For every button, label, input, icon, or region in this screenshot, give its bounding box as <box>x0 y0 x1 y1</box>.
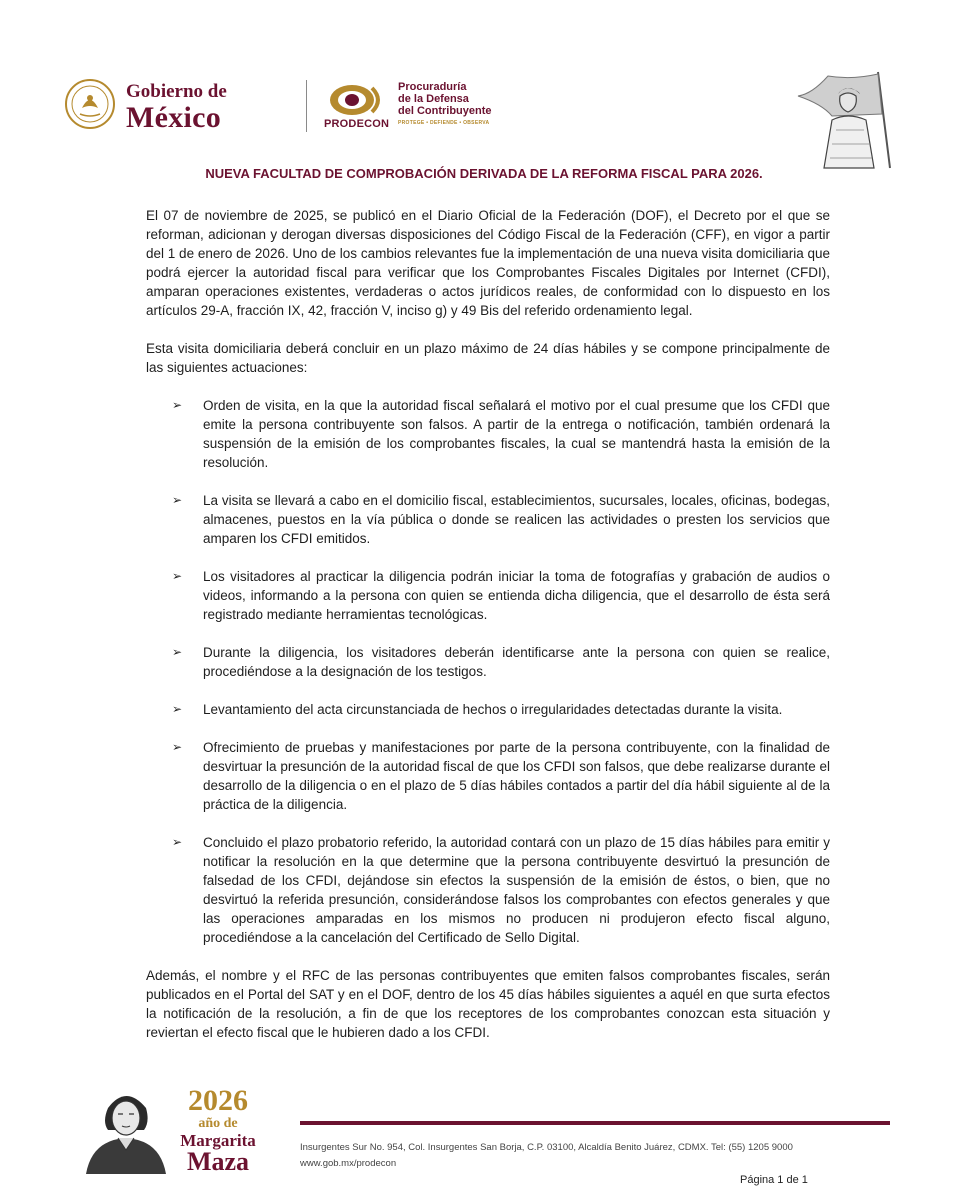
year-emblem <box>178 1086 258 1175</box>
list-item-text: Ofrecimiento de pruebas y manifestaciones por parte de la persona contribuyente, con la finalidad de desvirtuar la presunción de la autoridad fiscal de que los CFDI son falsos, que debe realizarse durante el desarrollo de la diligencia o en el plazo de 5 días hábiles contados a partir del día hábil siguiente al de la práctica de la diligencia. <box>203 740 830 812</box>
year-subtitle: año de <box>198 1116 238 1131</box>
list-item <box>146 643 830 681</box>
margarita-maza-portrait-illustration <box>78 1078 174 1174</box>
list-item <box>146 700 830 719</box>
prodecon-name-line: de la Defensa <box>398 93 469 105</box>
list-item <box>146 396 830 472</box>
document-body <box>146 206 830 1042</box>
header-divider <box>306 80 307 132</box>
list-item-text: La visita se llevará a cabo en el domicilio fiscal, establecimientos, sucursales, locales, oficinas, bodegas, almacenes, puestos en la vía pública o donde se realicen las actividades o presten los servicios que amparen los CFDI emitidos. <box>203 493 830 546</box>
closing-paragraph: Además, el nombre y el RFC de las personas contribuyentes que emiten falsos comprobantes fiscales, serán publicados en el Portal del SAT y en el DOF, dentro de los 45 días hábiles siguientes a aquél en que surta efectos la notificación de la resolución, a fin de que los receptores de los comprobantes conozcan esta situación y reviertan el efecto fiscal que le hubieren dado a los CFDI. <box>146 968 830 1040</box>
list-item-text: Levantamiento del acta circunstanciada de hechos o irregularidades detectadas durante la visita. <box>203 702 783 717</box>
document-title: NUEVA FACULTAD DE COMPROBACIÓN DERIVADA DE LA REFORMA FISCAL PARA 2026. <box>205 166 763 181</box>
list-item-text: Durante la diligencia, los visitadores deberán identificarse ante la persona con quien se realice, procediéndose a la designación de los testigos. <box>203 645 830 679</box>
list-item-text: Orden de visita, en la que la autoridad fiscal señalará el motivo por el cual presume que los CFDI que emite la persona contribuyente son falsos. A partir de la entrega o notificación, también ordenará la suspensión de la emisión de los comprobantes fiscales, la cual se mantendrá hasta la emisión de la resolución. <box>203 398 830 470</box>
bullet-arrow-icon: ➢ <box>172 702 183 716</box>
list-item <box>146 491 830 548</box>
footer-divider <box>300 1121 890 1125</box>
intro-paragraph: El 07 de noviembre de 2025, se publicó en el Diario Oficial de la Federación (DOF), el Decreto por el que se reforman, adicionan y derogan diversas disposiciones del Código Fiscal de la Federación (CFF), en vigor a partir del 1 de enero de 2026. Uno de los cambios relevantes fue la implementación de una nueva visita domiciliaria que podrá ejercer la autoridad fiscal para verificar que los Comprobantes Fiscales Digitales por Internet (CFDI), amparan operaciones existentes, verdaderas o actos jurídicos reales, de conformidad con lo dispuesto en los artículos 29-A, fracción IX, 42, fracción V, inciso g) y 49 Bis del referido ordenamiento legal. <box>146 208 830 318</box>
prodecon-name <box>398 81 492 117</box>
bullet-arrow-icon: ➢ <box>172 493 183 507</box>
list-item-text: Los visitadores al practicar la diligencia podrán iniciar la toma de fotografías y grabación de audios o videos, informando a la persona con quien se entienda dicha diligencia, que el desarrollo de ésta será registrado mediante herramientas tecnológicas. <box>203 569 830 622</box>
page-number: Página 1 de 1 <box>740 1174 808 1186</box>
year-name-first: Margarita <box>180 1131 256 1150</box>
letterhead <box>60 72 910 172</box>
footer-url: www.gob.mx/prodecon <box>300 1158 397 1169</box>
list-item <box>146 567 830 624</box>
list-item-text: Concluido el plazo probatorio referido, la autoridad contará con un plazo de 15 días hábiles para emitir y notificar la resolución en la que determine que la persona contribuyente desvirtuó la presunción de falsedad de los CFDI, dejándose sin efectos la suspensión de la emisión de éstos, o bien, que no desvirtuó la referida presunción, considerándose falsos los comprobantes con efectos generales y que las operaciones amparadas en los mismos no producen ni produjeron efecto fiscal alguno, procediéndose a la cancelación del Certificado de Sello Digital. <box>203 835 830 945</box>
woman-with-flag-illustration <box>782 70 902 170</box>
bullet-arrow-icon: ➢ <box>172 645 183 659</box>
prodecon-tagline: PROTEGE • DEFIENDE • OBSERVA <box>398 120 490 126</box>
year-name-last: Maza <box>186 1147 250 1176</box>
prodecon-name-line: Procuraduría <box>398 81 467 93</box>
prodecon-acronym: PRODECON <box>324 118 390 130</box>
prodecon-name-line: del Contribuyente <box>398 105 492 117</box>
gobierno-line1: Gobierno de <box>126 81 227 102</box>
prodecon-logo-icon <box>324 80 388 120</box>
list-item <box>146 833 830 947</box>
bullet-arrow-icon: ➢ <box>172 398 183 412</box>
gobierno-line2: México <box>126 101 222 134</box>
footer-address: Insurgentes Sur No. 954, Col. Insurgentes San Borja, C.P. 03100, Alcaldía Benito Juárez, CDMX. Tel: (55) 1205 9000 <box>300 1142 793 1153</box>
actions-list <box>146 396 830 947</box>
gobierno-de-mexico-logo <box>126 82 227 133</box>
list-item <box>146 738 830 814</box>
national-seal-icon <box>64 78 116 130</box>
bullet-arrow-icon: ➢ <box>172 569 183 583</box>
year-number: 2026 <box>188 1084 248 1117</box>
bullet-arrow-icon: ➢ <box>172 835 183 849</box>
bullet-arrow-icon: ➢ <box>172 740 183 754</box>
lead-paragraph: Esta visita domiciliaria deberá concluir en un plazo máximo de 24 días hábiles y se compone principalmente de las siguientes actuaciones: <box>146 341 830 375</box>
